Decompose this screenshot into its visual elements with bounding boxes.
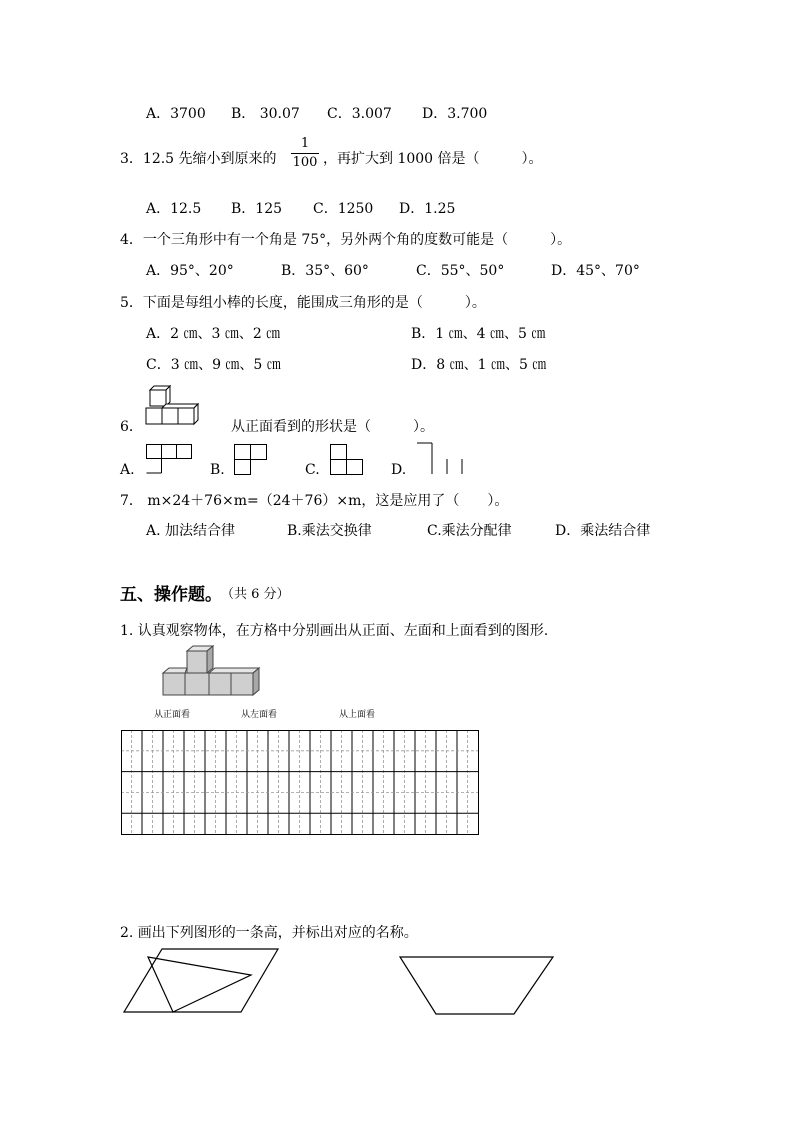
section5-score: （共 6 分） [221, 587, 290, 602]
q3-fraction-numerator: 1 [300, 136, 310, 151]
q6-text: 从正面看到的形状是（ ）。 [231, 419, 434, 435]
q6-option-d: D. [391, 462, 407, 478]
q5-option-c: C．3 ㎝、9 ㎝、5 ㎝ [146, 357, 281, 373]
section5-title: 五、操作题。 [120, 585, 222, 605]
q3-fraction-denominator: 100 [292, 155, 318, 170]
q4-option-d: D．45°、70° [551, 263, 640, 279]
q3-option-d: D．1.25 [399, 201, 456, 217]
q3-prefix: 3．12.5 先缩小到原来的 [120, 151, 277, 167]
drawing-grid [121, 730, 480, 835]
section5-q2: 2. 画出下列图形的一条高，并标出对应的名称。 [120, 925, 418, 941]
q2-option-a: A．3700 [146, 106, 206, 122]
q2-option-b: B． 30.07 [231, 106, 300, 122]
q6-option-b-shape [234, 444, 268, 476]
q6-option-c: C. [305, 462, 320, 478]
view-label-left: 从左面看 [241, 710, 278, 720]
parallelogram-with-triangle [122, 946, 282, 1016]
q2-option-c: C．3.007 [327, 106, 392, 122]
q5-option-b: B．1 ㎝、4 ㎝、5 ㎝ [411, 326, 546, 342]
q7-option-b: B.乘法交换律 [287, 523, 372, 539]
grid-border [122, 731, 479, 835]
q6-cube-figure [146, 384, 208, 428]
trapezoid [398, 955, 556, 1017]
q6-option-b: B. [210, 462, 225, 478]
q1-cube-figure [163, 645, 261, 697]
view-label-top: 从上面看 [339, 710, 376, 720]
q2-option-d: D．3.700 [422, 106, 488, 122]
q5-option-d: D．8 ㎝、1 ㎝、5 ㎝ [411, 357, 547, 373]
q6-option-a-shape [146, 444, 192, 474]
q7-text: 7． m×24＋76×m=（24＋76）×m，这是应用了（ ）。 [120, 493, 509, 509]
q5-option-a: A．2 ㎝、3 ㎝、2 ㎝ [146, 326, 281, 342]
q5-text: 5．下面是每组小棒的长度，能围成三角形的是（ ）。 [120, 295, 486, 311]
q3-option-c: C．1250 [313, 201, 374, 217]
fraction-bar [291, 153, 319, 154]
q3-option-b: B．125 [231, 201, 283, 217]
q6-option-c-shape [330, 444, 364, 476]
q7-option-a: A. 加法结合律 [146, 523, 236, 539]
q3-option-a: A．12.5 [146, 201, 202, 217]
q4-option-c: C．55°、50° [416, 263, 505, 279]
q4-option-b: B．35°、60° [281, 263, 369, 279]
section5-q1: 1. 认真观察物体，在方格中分别画出从正面、左面和上面看到的图形. [120, 623, 549, 639]
q3-fraction [291, 136, 319, 171]
q4-text: 4．一个三角形中有一个角是 75°，另外两个角的度数可能是（ ）。 [120, 232, 572, 248]
q6-number: 6． [120, 419, 143, 435]
q6-option-a: A. [120, 462, 135, 478]
q6-option-d-shape [416, 442, 468, 476]
q7-option-d: D．乘法结合律 [555, 523, 651, 539]
view-label-front: 从正面看 [154, 710, 191, 720]
q3-suffix: ，再扩大到 1000 倍是（ ）。 [323, 151, 543, 167]
q7-option-c: C.乘法分配律 [427, 523, 512, 539]
q4-option-a: A．95°、20° [146, 263, 234, 279]
